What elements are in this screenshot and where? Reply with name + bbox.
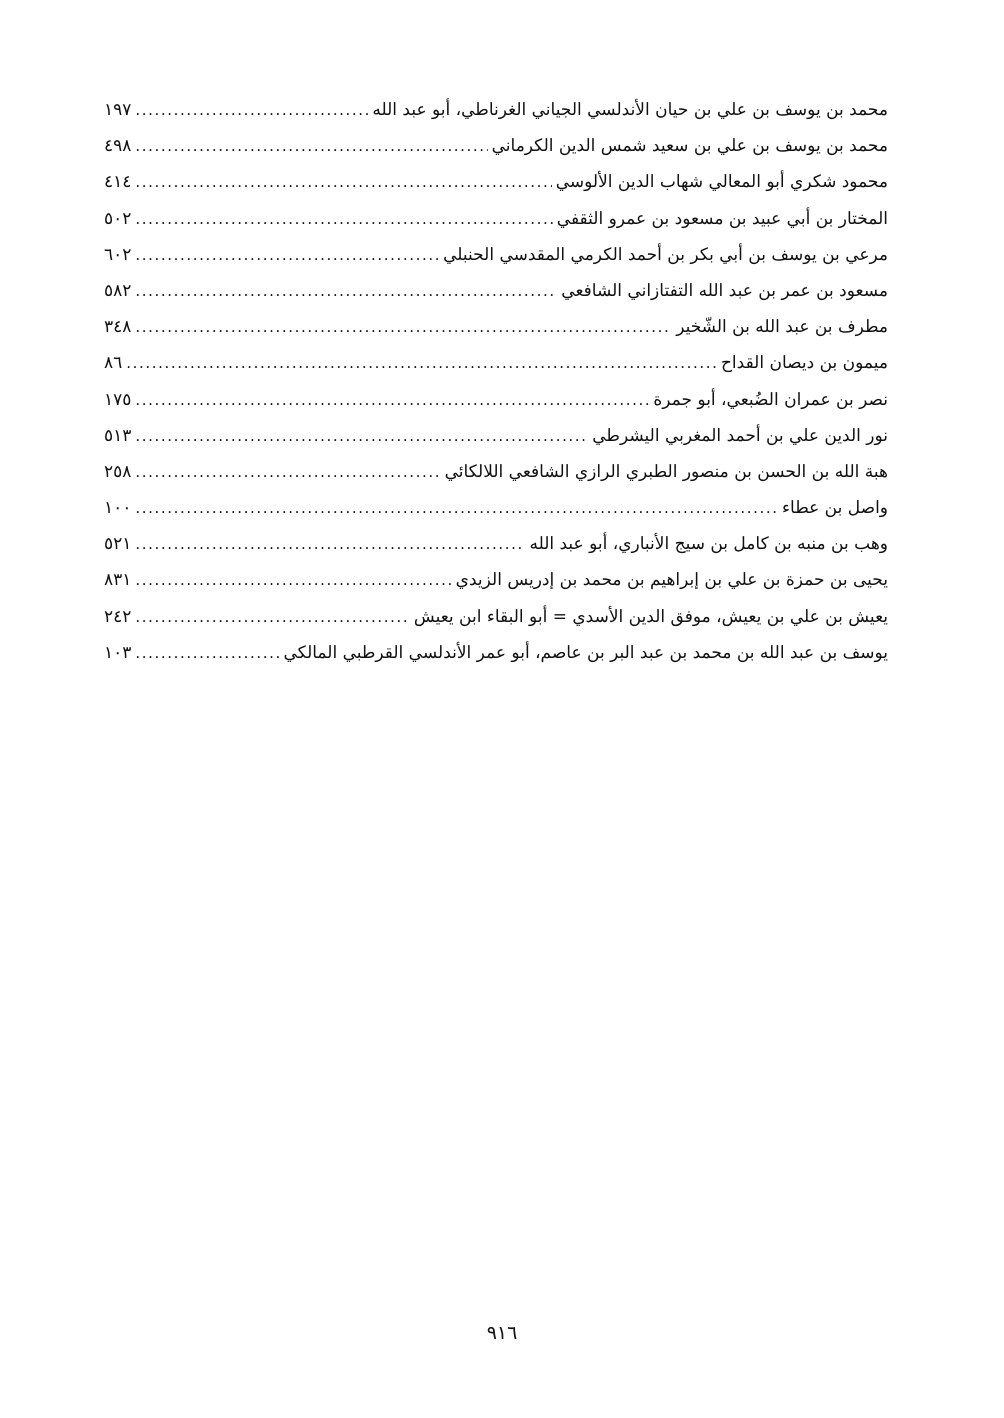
index-entry: [104, 309, 888, 345]
dot-leader: [135, 635, 279, 671]
dot-leader: [135, 454, 440, 490]
index-entry: [104, 418, 888, 454]
index-entry: [104, 128, 888, 164]
entry-name: واصل بن عطاء: [782, 498, 888, 519]
entry-page-number: ٣٤٨: [104, 317, 132, 338]
index-entry: [104, 273, 888, 309]
entry-name: محمد بن يوسف بن علي بن حيان الأندلسي الجياني الغرناطي، أبو عبد الله: [372, 100, 888, 120]
entry-name: نور الدين علي بن أحمد المغربي اليشرطي: [592, 425, 888, 446]
index-entry: [104, 526, 888, 562]
index-entry: [104, 635, 888, 671]
entry-page-number: ١٠٣: [104, 642, 132, 663]
dot-leader: [135, 237, 439, 273]
entry-name: يحيى بن حمزة بن علي بن إبراهيم بن محمد بن إدريس الزيدي: [455, 570, 888, 591]
dot-leader: [135, 92, 368, 128]
entry-page-number: ١٧٥: [104, 389, 132, 410]
entry-name: يعيش بن علي بن يعيش، موفق الدين الأسدي = أبو البقاء ابن يعيش: [413, 606, 888, 627]
entry-name: مرعي بن يوسف بن أبي بكر بن أحمد الكرمي المقدسي الحنبلي: [443, 244, 888, 265]
entry-page-number: ٨٦: [104, 353, 123, 374]
entry-name: مطرف بن عبد الله بن الشّخير: [676, 317, 888, 338]
index-entry: [104, 382, 888, 418]
entry-name: ميمون بن ديصان القداح: [720, 353, 888, 374]
dot-leader: [135, 309, 672, 345]
entry-page-number: ٢٥٨: [104, 461, 132, 482]
index-entry: [104, 454, 888, 490]
entry-name: مسعود بن عمر بن عبد الله التفتازاني الشافعي: [561, 280, 888, 301]
index-entry: [104, 599, 888, 635]
dot-leader: [126, 345, 717, 381]
entry-page-number: ٥٨٢: [104, 280, 132, 301]
entry-name: هبة الله بن الحسن بن منصور الطبري الرازي الشافعي اللالكائي: [444, 461, 888, 482]
index-entry: [104, 562, 888, 598]
dot-leader: [135, 201, 552, 237]
index-entry: [104, 345, 888, 381]
index-entry: [104, 237, 888, 273]
dot-leader: [135, 273, 557, 309]
entry-name: محمود شكري أبو المعالي شهاب الدين الألوسي: [555, 172, 888, 193]
dot-leader: [135, 128, 487, 164]
index-entry: [104, 164, 888, 200]
page-number: ٩١٦: [486, 1322, 518, 1344]
entry-name: وهب بن منبه بن كامل بن سيج الأنباري، أبو عبد الله: [529, 534, 888, 555]
dot-leader: [135, 599, 410, 635]
entry-page-number: ٤١٤: [104, 172, 132, 193]
entry-name: محمد بن يوسف بن علي بن سعيد شمس الدين الكرماني: [491, 136, 888, 157]
index-entry: [104, 201, 888, 237]
entry-page-number: ٢٤٢: [104, 606, 132, 627]
entry-page-number: ٤٩٨: [104, 136, 132, 157]
entry-page-number: ١٩٧: [104, 100, 132, 120]
entry-name: نصر بن عمران الضُبعي، أبو جمرة: [653, 389, 888, 410]
dot-leader: [135, 490, 778, 526]
index-entry: [104, 490, 888, 526]
entry-page-number: ١٠٠: [104, 498, 132, 519]
dot-leader: [135, 526, 525, 562]
entry-name: المختار بن أبي عبيد بن مسعود بن عمرو الثقفي: [556, 208, 888, 229]
dot-leader: [135, 164, 551, 200]
entry-name: يوسف بن عبد الله بن محمد بن عبد البر بن عاصم، أبو عمر الأندلسي القرطبي المالكي: [283, 642, 888, 663]
entry-page-number: ٦٠٢: [104, 244, 132, 265]
index-list: [104, 92, 888, 671]
dot-leader: [135, 382, 649, 418]
dot-leader: [135, 562, 451, 598]
dot-leader: [135, 418, 588, 454]
entry-page-number: ٥١٣: [104, 425, 132, 446]
entry-page-number: ٥٢١: [104, 534, 132, 555]
index-entry: [104, 92, 888, 128]
entry-page-number: ٥٠٢: [104, 208, 132, 229]
entry-page-number: ٨٣١: [104, 570, 132, 591]
